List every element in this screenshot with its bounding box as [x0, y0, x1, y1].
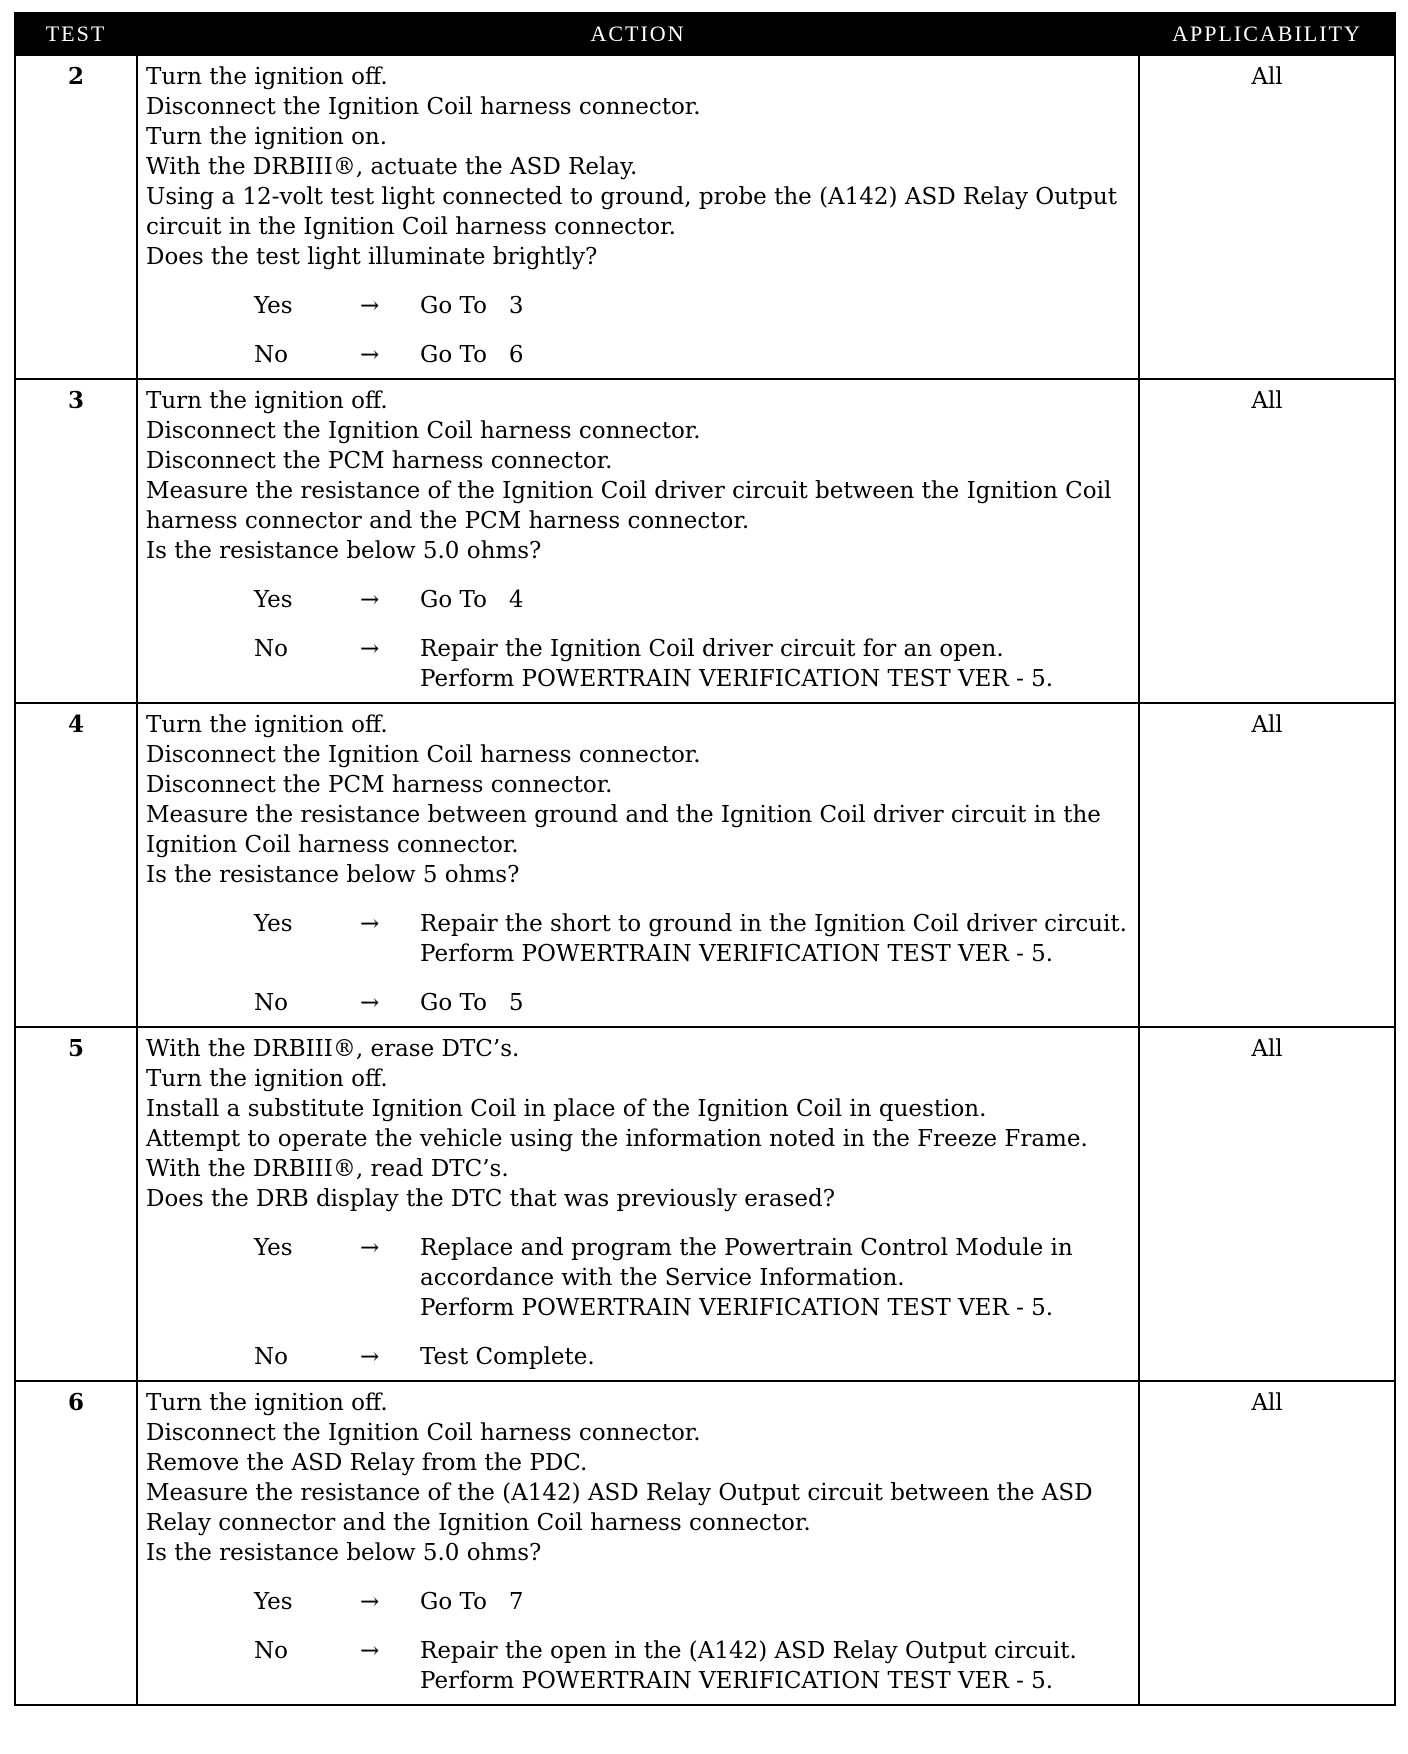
arrow-right-icon: →	[360, 636, 380, 662]
action-step: Install a substitute Ignition Coil in place of the Ignition Coil in question.	[146, 1096, 987, 1122]
response-yes	[146, 585, 1132, 615]
action-step: With the DRBIII®, actuate the ASD Relay.	[146, 154, 638, 180]
arrow-right-icon: →	[360, 1344, 380, 1370]
action-step: Does the test light illuminate brightly?	[146, 244, 598, 270]
procedure-sheet	[14, 12, 1394, 1706]
applicability-value: All	[1139, 1381, 1395, 1705]
outcome-line: Go To 5	[420, 990, 524, 1016]
action-step: Disconnect the PCM harness connector.	[146, 772, 613, 798]
action-step: Disconnect the PCM harness connector.	[146, 448, 613, 474]
applicability-value: All	[1139, 379, 1395, 703]
outcome-line: Perform POWERTRAIN VERIFICATION TEST VER - 5.	[420, 941, 1054, 967]
table-row	[15, 55, 1395, 379]
action-cell	[137, 55, 1139, 379]
response-label: Yes	[254, 293, 293, 319]
action-step: Measure the resistance between ground and the Ignition Coil driver circuit in the Ignition Coil harness connector.	[146, 802, 1101, 858]
outcome-line: Repair the short to ground in the Ignition Coil driver circuit.	[420, 911, 1127, 937]
table-row	[15, 1027, 1395, 1381]
response-outcome	[420, 1342, 1132, 1372]
arrow-right-icon: →	[360, 1638, 380, 1664]
response-yes	[146, 1587, 1132, 1617]
outcome-line: Test Complete.	[420, 1344, 595, 1370]
response-yes	[146, 909, 1132, 969]
table-row	[15, 379, 1395, 703]
response-yes	[146, 1233, 1132, 1323]
action-step: Turn the ignition off.	[146, 1066, 388, 1092]
arrow-right-icon: →	[360, 587, 380, 613]
action-step: Turn the ignition off.	[146, 64, 388, 90]
applicability-value: All	[1139, 1027, 1395, 1381]
response-no	[146, 1342, 1132, 1372]
action-step: Using a 12-volt test light connected to ground, probe the (A142) ASD Relay Output circuit in the Ignition Coil harness connector.	[146, 184, 1117, 240]
outcome-line: Go To 7	[420, 1589, 524, 1615]
response-outcome	[420, 585, 1132, 615]
arrow-right-icon: →	[360, 911, 380, 937]
response-label: No	[254, 990, 288, 1016]
response-label: No	[254, 636, 288, 662]
action-step: Disconnect the Ignition Coil harness connector.	[146, 1420, 701, 1446]
response-label: No	[254, 342, 288, 368]
action-step: Turn the ignition off.	[146, 712, 388, 738]
arrow-right-icon: →	[360, 293, 380, 319]
action-step: Is the resistance below 5 ohms?	[146, 862, 520, 888]
response-no	[146, 340, 1132, 370]
action-step: Turn the ignition off.	[146, 1390, 388, 1416]
outcome-line: Go To 6	[420, 342, 524, 368]
response-outcome	[420, 1636, 1132, 1696]
response-label: No	[254, 1638, 288, 1664]
action-step: Disconnect the Ignition Coil harness connector.	[146, 94, 701, 120]
test-number: 4	[15, 703, 137, 1027]
action-step: Measure the resistance of the (A142) ASD Relay Output circuit between the ASD Relay connector and the Ignition Coil harness connector.	[146, 1480, 1093, 1536]
outcome-line: Perform POWERTRAIN VERIFICATION TEST VER - 5.	[420, 1668, 1054, 1694]
response-outcome	[420, 340, 1132, 370]
response-label: Yes	[254, 587, 293, 613]
response-no	[146, 1636, 1132, 1696]
arrow-right-icon: →	[360, 342, 380, 368]
action-step: Is the resistance below 5.0 ohms?	[146, 538, 542, 564]
response-no	[146, 634, 1132, 694]
action-step: Turn the ignition off.	[146, 388, 388, 414]
outcome-line: Perform POWERTRAIN VERIFICATION TEST VER - 5.	[420, 1295, 1054, 1321]
response-yes	[146, 291, 1132, 321]
outcome-line: Repair the open in the (A142) ASD Relay Output circuit.	[420, 1638, 1077, 1664]
action-step: Is the resistance below 5.0 ohms?	[146, 1540, 542, 1566]
outcome-line: Repair the Ignition Coil driver circuit for an open.	[420, 636, 1004, 662]
action-step: Does the DRB display the DTC that was previously erased?	[146, 1186, 836, 1212]
response-outcome	[420, 291, 1132, 321]
response-outcome	[420, 909, 1132, 969]
test-table	[14, 12, 1396, 1706]
test-number: 6	[15, 1381, 137, 1705]
outcome-line: Go To 3	[420, 293, 524, 319]
response-outcome	[420, 988, 1132, 1018]
applicability-value: All	[1139, 703, 1395, 1027]
response-label: Yes	[254, 1589, 293, 1615]
table-body	[15, 55, 1395, 1705]
action-step: Turn the ignition on.	[146, 124, 388, 150]
arrow-right-icon: →	[360, 1589, 380, 1615]
action-cell	[137, 379, 1139, 703]
action-step: Disconnect the Ignition Coil harness connector.	[146, 742, 701, 768]
action-cell	[137, 1381, 1139, 1705]
table-row	[15, 703, 1395, 1027]
response-outcome	[420, 1233, 1132, 1323]
action-cell	[137, 703, 1139, 1027]
action-step: Disconnect the Ignition Coil harness connector.	[146, 418, 701, 444]
arrow-right-icon: →	[360, 990, 380, 1016]
action-step: With the DRBIII®, read DTC’s.	[146, 1156, 509, 1182]
test-number: 3	[15, 379, 137, 703]
test-number: 2	[15, 55, 137, 379]
header-action: ACTION	[137, 13, 1139, 55]
action-cell	[137, 1027, 1139, 1381]
arrow-right-icon: →	[360, 1235, 380, 1261]
header-applicability: APPLICABILITY	[1139, 13, 1395, 55]
response-outcome	[420, 634, 1132, 694]
applicability-value: All	[1139, 55, 1395, 379]
response-outcome	[420, 1587, 1132, 1617]
response-no	[146, 988, 1132, 1018]
response-label: Yes	[254, 1235, 293, 1261]
action-step: Measure the resistance of the Ignition Coil driver circuit between the Ignition Coil harness connector and the PCM harness connector.	[146, 478, 1112, 534]
action-step: With the DRBIII®, erase DTC’s.	[146, 1036, 520, 1062]
response-label: No	[254, 1344, 288, 1370]
outcome-line: Replace and program the Powertrain Control Module in accordance with the Service Information.	[420, 1235, 1080, 1291]
action-step: Attempt to operate the vehicle using the information noted in the Freeze Frame.	[146, 1126, 1088, 1152]
response-label: Yes	[254, 911, 293, 937]
action-step: Remove the ASD Relay from the PDC.	[146, 1450, 588, 1476]
header-test: TEST	[15, 13, 137, 55]
test-number: 5	[15, 1027, 137, 1381]
table-header-row	[15, 13, 1395, 55]
table-row	[15, 1381, 1395, 1705]
outcome-line: Perform POWERTRAIN VERIFICATION TEST VER - 5.	[420, 666, 1054, 692]
outcome-line: Go To 4	[420, 587, 524, 613]
